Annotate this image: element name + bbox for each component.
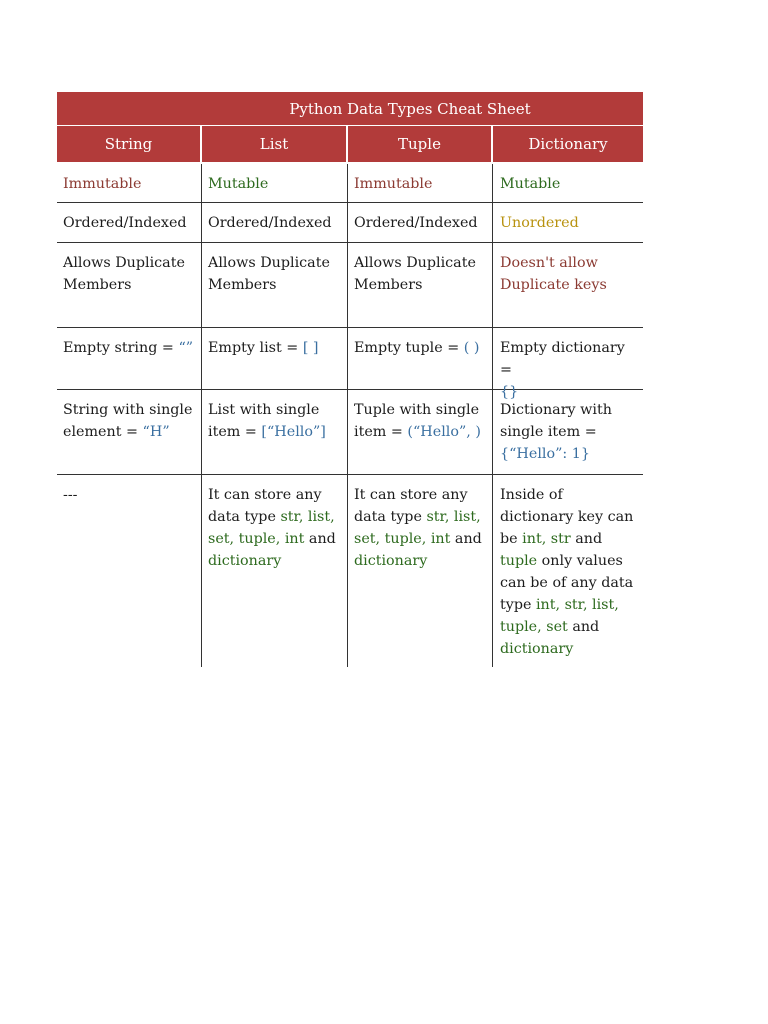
cell-dictionary-single [493, 390, 643, 474]
single-string-text: String with single element = [63, 402, 193, 440]
tuple-storage-and: and [450, 531, 482, 547]
single-dictionary-code: {“Hello”: 1} [500, 446, 590, 462]
single-list-code: [“Hello”] [261, 424, 326, 440]
empty-list-code: [ ] [302, 340, 319, 356]
cell-string-mutability: Immutable [57, 164, 202, 202]
table-row-empty [57, 328, 643, 400]
dict-storage-tuple: tuple [500, 553, 538, 569]
cell-tuple-single [348, 390, 493, 474]
column-header-row [57, 126, 643, 162]
cell-list-empty [202, 328, 348, 389]
empty-string-text: Empty string = [63, 340, 179, 356]
single-dictionary-text: Dictionary with single item = [500, 402, 612, 440]
cell-dictionary-storage [493, 475, 643, 667]
dict-storage-types: int, str, list, tuple, set [500, 597, 619, 635]
cell-tuple-empty [348, 328, 493, 389]
cell-dictionary-duplicates: Doesn't allow Duplicate keys [500, 255, 607, 293]
cheat-sheet-table [57, 92, 643, 667]
cell-dictionary-mutability: Mutable [500, 176, 561, 192]
table-row-storage [57, 475, 643, 667]
list-storage-last: dictionary [208, 553, 282, 569]
tuple-storage-prefix: It can store any data type [354, 487, 468, 525]
cell-list-mutability: Mutable [202, 164, 348, 202]
cell-list-ordering: Ordered/Indexed [202, 203, 348, 242]
cell-tuple-storage [348, 475, 493, 667]
table-row-single-element [57, 390, 643, 475]
empty-list-text: Empty list = [208, 340, 303, 356]
tuple-storage-types: str, list, set, tuple, int [354, 509, 481, 547]
dict-storage-and2: and [567, 619, 600, 635]
cell-string-single [57, 390, 202, 474]
table-title: Python Data Types Cheat Sheet [57, 92, 643, 125]
empty-dictionary-text: Empty dictionary = [500, 340, 625, 378]
cell-dictionary-ordering: Unordered [500, 215, 579, 231]
cell-string-ordering: Ordered/Indexed [57, 203, 202, 242]
empty-string-code: “” [178, 340, 194, 356]
table-row-ordering [57, 203, 643, 243]
empty-tuple-text: Empty tuple = [354, 340, 464, 356]
column-header-string: String [57, 126, 202, 162]
dict-storage-last: dictionary [500, 641, 574, 657]
dict-storage-prefix: Inside of dictionary key can be [500, 487, 634, 547]
cell-string-empty [57, 328, 202, 389]
list-storage-prefix: It can store any data type [208, 487, 322, 525]
cell-tuple-duplicates: Allows Duplicate Members [348, 243, 493, 327]
dict-storage-mid: only values can be of any data type [500, 553, 634, 613]
single-tuple-code: (“Hello”, ) [407, 424, 481, 440]
dict-storage-and1: and [570, 531, 603, 547]
empty-dictionary-code: {} [500, 384, 519, 400]
cell-list-storage [202, 475, 348, 667]
empty-tuple-code: ( ) [463, 340, 480, 356]
cell-list-duplicates: Allows Duplicate Members [202, 243, 348, 327]
column-header-dictionary: Dictionary [493, 126, 643, 162]
column-header-list: List [202, 126, 348, 162]
cell-tuple-ordering: Ordered/Indexed [348, 203, 493, 242]
single-tuple-text: Tuple with single item = [354, 402, 480, 440]
table-row-duplicates [57, 243, 643, 328]
column-header-tuple: Tuple [348, 126, 493, 162]
tuple-storage-last: dictionary [354, 553, 428, 569]
single-string-code: “H” [142, 424, 170, 440]
single-list-text: List with single item = [208, 402, 320, 440]
cell-string-duplicates: Allows Duplicate Members [57, 243, 202, 327]
cell-dictionary-empty [493, 328, 643, 400]
cell-tuple-mutability: Immutable [348, 164, 493, 202]
table-row-mutability [57, 164, 643, 203]
list-storage-and: and [304, 531, 336, 547]
cell-string-storage: --- [57, 475, 202, 667]
dict-storage-keys: int, str [522, 531, 571, 547]
list-storage-types: str, list, set, tuple, int [208, 509, 335, 547]
cell-list-single [202, 390, 348, 474]
